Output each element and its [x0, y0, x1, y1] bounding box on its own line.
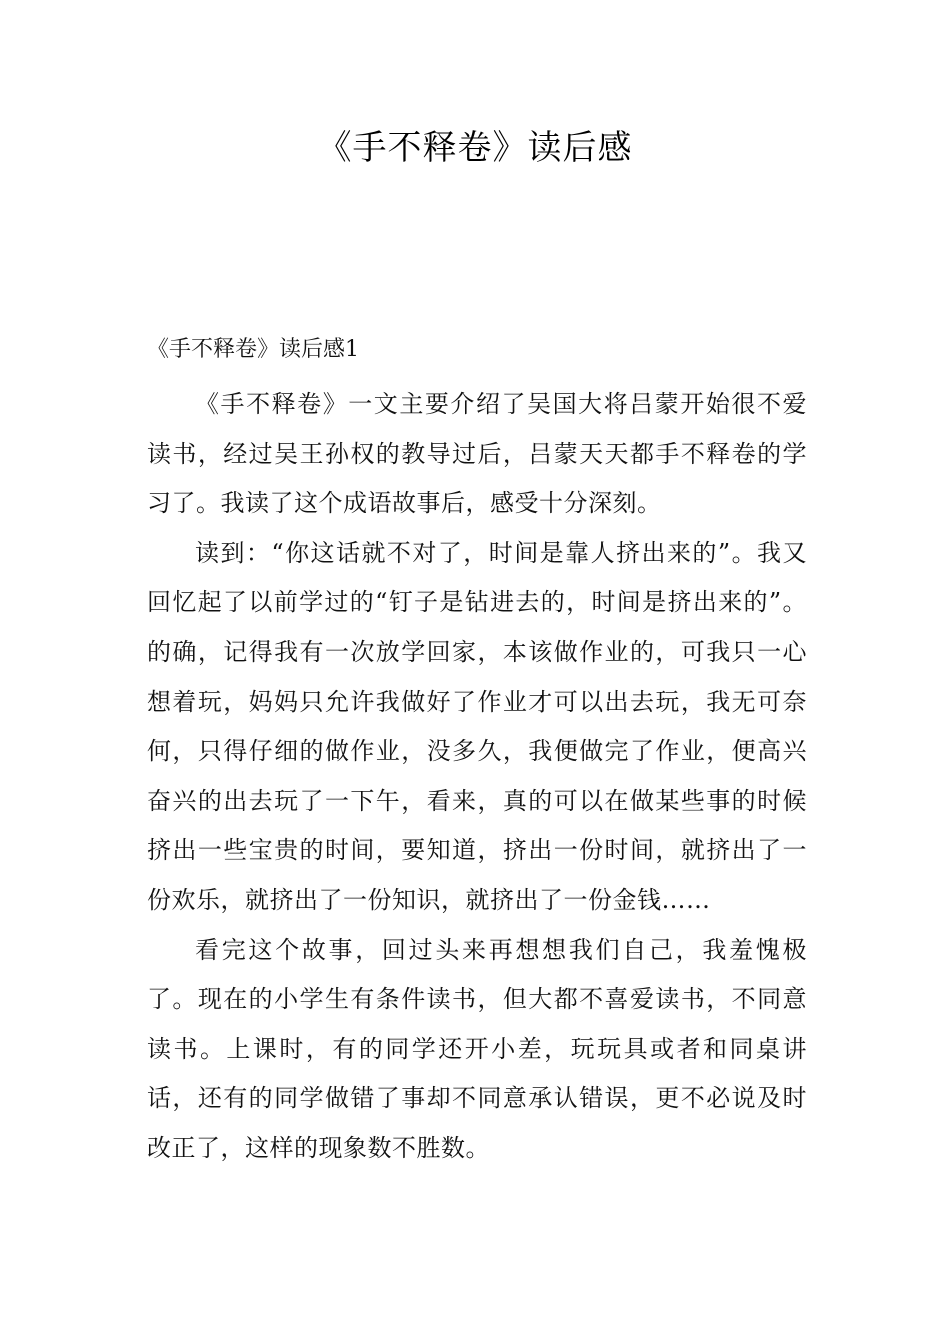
paragraph-3: 看完这个故事，回过头来再想想我们自己，我羞愧极了。现在的小学生有条件读书，但大都不喜爱读书，不同意读书。上课时，有的同学还开小差，玩玩具或者和同桌讲话，还有的同学做错了事却不同意承认错误，更不必说及时改正了，这样的现象数不胜数。 — [147, 935, 807, 1162]
body-text — [147, 380, 807, 1174]
document-title: 《手不释卷》读后感 — [317, 128, 633, 168]
section-heading: 《手不释卷》读后感1 — [147, 337, 359, 362]
paragraph-2: 读到：“你这话就不对了，时间是靠人挤出来的”。我又回忆起了以前学过的“钉子是钻进去的，时间是挤出来的”。的确，记得我有一次放学回家，本该做作业的，可我只一心想着玩，妈妈只允许我做好了作业才可以出去玩，我无可奈何，只得仔细的做作业，没多久，我便做完了作业，便高兴奋兴的出去玩了一下午，看来，真的可以在做某些事的时候挤出一些宝贵的时间，要知道，挤出一份时间，就挤出了一份欢乐，就挤出了一份知识，就挤出了一份金钱…… — [147, 538, 807, 914]
paragraph-1: 《手不释卷》一文主要介绍了吴国大将吕蒙开始很不爱读书，经过吴王孙权的教导过后，吕蒙天天都手不释卷的学习了。我读了这个成语故事后，感受十分深刻。 — [147, 390, 807, 518]
